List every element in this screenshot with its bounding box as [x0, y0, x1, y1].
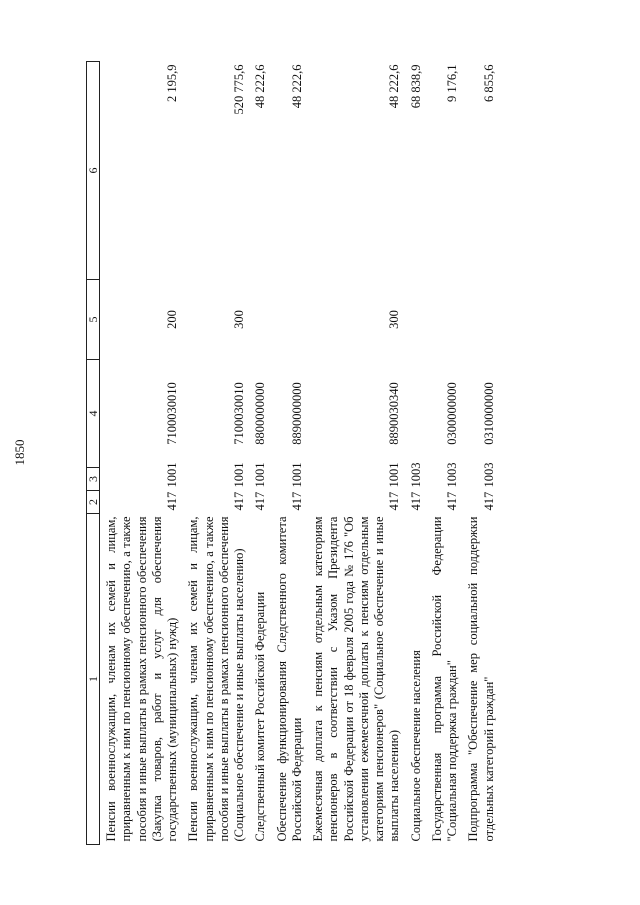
row-target-code: 8800000000 — [253, 382, 268, 445]
row-amount: 48 222,6 — [253, 64, 268, 109]
row-description: Социальное обеспечение населения — [408, 650, 423, 842]
row-target-code: 0300000000 — [445, 382, 459, 445]
row-description: Ежемесячная доплата к пенсиям отдельным категориям пенсионеров в соответствии с Указом Президента Российской Федерации от 18 февраля 2005 года № 176 "Об установлении ежемесячной доплаты к пенсиям отдельным категориям пенсионеров" (Социальное обеспечение и иные выплаты населению) — [311, 516, 402, 842]
row-amount: 9 176,1 — [445, 64, 459, 102]
row-expense-type: 300 — [232, 310, 246, 329]
row-section-code: 1001 — [232, 462, 246, 488]
row-ministry-code: 417 — [165, 491, 179, 511]
table-row — [462, 62, 499, 845]
header-col-4: 4 — [87, 360, 100, 468]
row-expense-type: 200 — [165, 310, 179, 329]
table-row — [405, 62, 426, 845]
row-target-code: 7100030010 — [165, 382, 179, 445]
row-target-code: 8890000000 — [289, 382, 304, 445]
row-description: Обеспечение функционирования Следственного комитета Российской Федерации — [274, 516, 304, 842]
row-ministry-code: 417 — [445, 491, 459, 511]
row-target-code — [405, 360, 426, 468]
row-amount: 2 195,9 — [165, 64, 179, 102]
row-description: Пенсии военнослужащим, членам их семей и лицам, приравненным к ним по пенсионному обеспечению, а также пособия и иные выплаты в рамках пенсионного обеспечения (Закупка товаров, работ и услуг для обеспечения государственных (муниципальных) нужд) — [104, 516, 179, 842]
table-row — [249, 62, 270, 845]
row-expense-type — [271, 280, 308, 360]
table-row — [100, 62, 183, 845]
row-ministry-code: 417 — [232, 491, 246, 511]
row-description: Подпрограмма "Обеспечение мер социальной поддержки отдельных категорий граждан" — [466, 516, 496, 842]
header-col-5: 5 — [87, 280, 100, 360]
row-section-code: 1001 — [253, 462, 268, 488]
row-target-code: 0310000000 — [481, 382, 496, 445]
row-description: Пенсии военнослужащим, членам их семей и лицам, приравненным к ним по пенсионному обеспечению, а также пособия и иные выплаты в рамках пенсионного обеспечения (Социальное обеспечение и иные выплаты населению) — [186, 516, 246, 842]
row-ministry-code: 417 — [253, 491, 268, 511]
row-expense-type — [426, 280, 463, 360]
row-section-code: 1001 — [289, 462, 304, 488]
row-amount: 68 838,9 — [408, 64, 423, 109]
row-target-code: 8890030340 — [387, 382, 402, 445]
header-col-2: 2 — [87, 491, 100, 514]
row-ministry-code: 417 — [387, 491, 402, 511]
row-section-code: 1003 — [445, 462, 459, 488]
row-ministry-code: 417 — [481, 491, 496, 511]
row-amount: 48 222,6 — [387, 64, 402, 109]
row-amount: 48 222,6 — [289, 64, 304, 109]
row-amount: 520 775,6 — [232, 64, 246, 115]
row-section-code: 1003 — [408, 462, 423, 488]
table-row — [271, 62, 308, 845]
row-expense-type — [462, 280, 499, 360]
header-row — [87, 62, 100, 845]
row-expense-type — [405, 280, 426, 360]
budget-table — [86, 61, 499, 845]
row-section-code: 1001 — [387, 462, 402, 488]
row-section-code: 1003 — [481, 462, 496, 488]
page-number: 1850 — [12, 439, 27, 466]
row-ministry-code: 417 — [408, 491, 423, 511]
row-expense-type: 300 — [387, 310, 402, 329]
row-amount: 6 855,6 — [481, 64, 496, 102]
row-expense-type — [249, 280, 270, 360]
row-description: Государственная программа Российской Федерации "Социальная поддержка граждан" — [429, 516, 459, 842]
row-description: Следственный комитет Российской Федерации — [253, 591, 268, 842]
table-header — [87, 62, 100, 845]
table-row — [182, 62, 249, 845]
row-ministry-code: 417 — [289, 491, 304, 511]
header-col-3: 3 — [87, 468, 100, 491]
table-row — [426, 62, 463, 845]
table-row — [307, 62, 405, 845]
row-target-code: 7100030010 — [232, 382, 246, 445]
row-section-code: 1001 — [165, 462, 179, 488]
header-col-1: 1 — [87, 514, 100, 845]
header-col-6: 6 — [87, 62, 100, 280]
